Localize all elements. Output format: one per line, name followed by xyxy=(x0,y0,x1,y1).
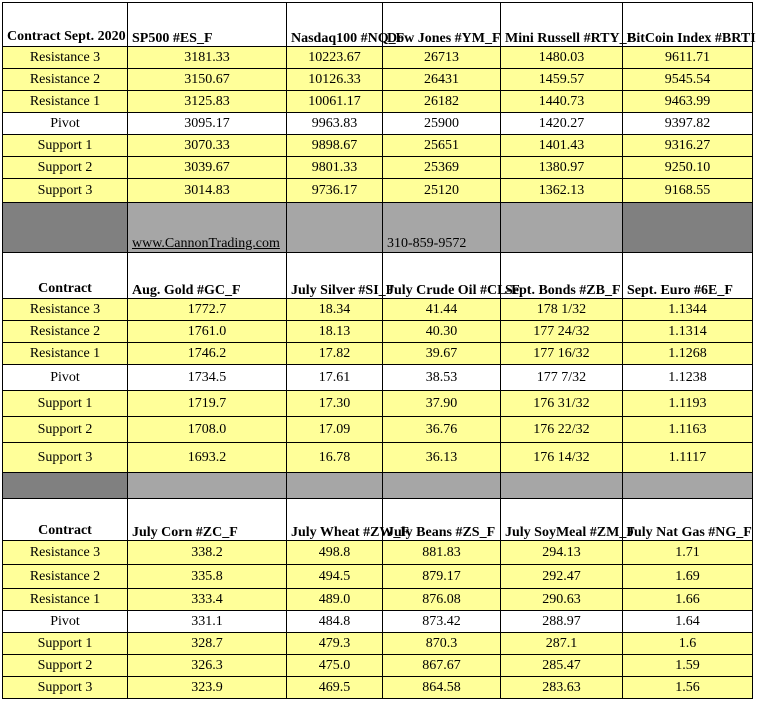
row-label: Resistance 1 xyxy=(3,589,128,611)
value-cell: 1401.43 xyxy=(501,135,623,157)
value-cell: 864.58 xyxy=(383,677,501,699)
value-cell: 494.5 xyxy=(287,565,383,589)
value-cell: 3095.17 xyxy=(128,113,287,135)
section-1-contract-label: Contract Sept. 2020 xyxy=(3,3,128,47)
value-cell: 9463.99 xyxy=(623,91,753,113)
value-cell: 9545.54 xyxy=(623,69,753,91)
header-beans: July Beans #ZS_F xyxy=(383,499,501,541)
row-label: Support 2 xyxy=(3,157,128,179)
value-cell: 176 14/32 xyxy=(501,443,623,473)
separator-cell xyxy=(501,203,623,253)
value-cell: 177 7/32 xyxy=(501,365,623,391)
value-cell: 10061.17 xyxy=(287,91,383,113)
value-cell: 26182 xyxy=(383,91,501,113)
separator-cell xyxy=(501,473,623,499)
value-cell: 285.47 xyxy=(501,655,623,677)
value-cell: 1.6 xyxy=(623,633,753,655)
row-label: Pivot xyxy=(3,365,128,391)
header-wheat: July Wheat #ZW_F xyxy=(287,499,383,541)
header-dow-jones: Dow Jones #YM_F xyxy=(383,3,501,47)
value-cell: 18.13 xyxy=(287,321,383,343)
table-row xyxy=(3,677,753,699)
value-cell: 25900 xyxy=(383,113,501,135)
value-cell: 867.67 xyxy=(383,655,501,677)
value-cell: 1.64 xyxy=(623,611,753,633)
value-cell: 1380.97 xyxy=(501,157,623,179)
row-label: Resistance 3 xyxy=(3,541,128,565)
header-euro: Sept. Euro #6E_F xyxy=(623,253,753,299)
table-row xyxy=(3,611,753,633)
value-cell: 25369 xyxy=(383,157,501,179)
value-cell: 10126.33 xyxy=(287,69,383,91)
table-row xyxy=(3,343,753,365)
table-row xyxy=(3,47,753,69)
value-cell: 10223.67 xyxy=(287,47,383,69)
value-cell: 283.63 xyxy=(501,677,623,699)
value-cell: 1.1193 xyxy=(623,391,753,417)
separator-cell xyxy=(623,473,753,499)
value-cell: 3014.83 xyxy=(128,179,287,203)
value-cell: 26431 xyxy=(383,69,501,91)
value-cell: 177 24/32 xyxy=(501,321,623,343)
row-label: Support 3 xyxy=(3,443,128,473)
value-cell: 176 22/32 xyxy=(501,417,623,443)
row-label: Resistance 2 xyxy=(3,69,128,91)
value-cell: 498.8 xyxy=(287,541,383,565)
value-cell: 26713 xyxy=(383,47,501,69)
row-label: Resistance 2 xyxy=(3,321,128,343)
table-row xyxy=(3,443,753,473)
table-row xyxy=(3,135,753,157)
value-cell: 484.8 xyxy=(287,611,383,633)
separator-cell xyxy=(3,473,128,499)
value-cell: 9611.71 xyxy=(623,47,753,69)
separator-row xyxy=(3,473,753,499)
row-label: Pivot xyxy=(3,611,128,633)
value-cell: 9963.83 xyxy=(287,113,383,135)
row-label: Support 2 xyxy=(3,655,128,677)
value-cell: 9316.27 xyxy=(623,135,753,157)
row-label: Support 3 xyxy=(3,677,128,699)
value-cell: 1362.13 xyxy=(501,179,623,203)
row-label: Support 2 xyxy=(3,417,128,443)
section-1-header-row xyxy=(3,3,753,47)
table-row xyxy=(3,113,753,135)
table-row xyxy=(3,633,753,655)
value-cell: 17.82 xyxy=(287,343,383,365)
header-bitcoin-index: BitCoin Index #BRTI xyxy=(623,3,753,47)
value-cell: 479.3 xyxy=(287,633,383,655)
value-cell: 3125.83 xyxy=(128,91,287,113)
table-row xyxy=(3,541,753,565)
value-cell: 1440.73 xyxy=(501,91,623,113)
section-3-header-row xyxy=(3,499,753,541)
phone-number: 310-859-9572 xyxy=(383,203,501,253)
value-cell: 881.83 xyxy=(383,541,501,565)
value-cell: 1.1268 xyxy=(623,343,753,365)
value-cell: 37.90 xyxy=(383,391,501,417)
header-crude-oil: July Crude Oil #CL-F xyxy=(383,253,501,299)
value-cell: 38.53 xyxy=(383,365,501,391)
header-sp500: SP500 #ES_F xyxy=(128,3,287,47)
value-cell: 9168.55 xyxy=(623,179,753,203)
value-cell: 1480.03 xyxy=(501,47,623,69)
value-cell: 288.97 xyxy=(501,611,623,633)
value-cell: 1719.7 xyxy=(128,391,287,417)
separator-cell xyxy=(128,473,287,499)
value-cell: 333.4 xyxy=(128,589,287,611)
header-bonds: Sept. Bonds #ZB_F xyxy=(501,253,623,299)
separator-cell xyxy=(383,473,501,499)
value-cell: 1.1344 xyxy=(623,299,753,321)
separator-cell xyxy=(623,203,753,253)
section-2-contract-label: Contract xyxy=(3,253,128,299)
row-label: Resistance 1 xyxy=(3,91,128,113)
table-row xyxy=(3,655,753,677)
table-row xyxy=(3,179,753,203)
value-cell: 16.78 xyxy=(287,443,383,473)
value-cell: 36.13 xyxy=(383,443,501,473)
value-cell: 475.0 xyxy=(287,655,383,677)
value-cell: 1693.2 xyxy=(128,443,287,473)
value-cell: 1.1238 xyxy=(623,365,753,391)
header-silver: July Silver #SI_F xyxy=(287,253,383,299)
value-cell: 9397.82 xyxy=(623,113,753,135)
value-cell: 9801.33 xyxy=(287,157,383,179)
value-cell: 41.44 xyxy=(383,299,501,321)
value-cell: 1.69 xyxy=(623,565,753,589)
table-row xyxy=(3,565,753,589)
value-cell: 1734.5 xyxy=(128,365,287,391)
value-cell: 328.7 xyxy=(128,633,287,655)
table-row xyxy=(3,299,753,321)
value-cell: 3070.33 xyxy=(128,135,287,157)
row-label: Pivot xyxy=(3,113,128,135)
value-cell: 17.30 xyxy=(287,391,383,417)
row-label: Resistance 3 xyxy=(3,299,128,321)
table-row xyxy=(3,417,753,443)
value-cell: 1.66 xyxy=(623,589,753,611)
value-cell: 1.71 xyxy=(623,541,753,565)
value-cell: 3181.33 xyxy=(128,47,287,69)
separator-cell xyxy=(287,203,383,253)
section-3-contract-label: Contract xyxy=(3,499,128,541)
value-cell: 176 31/32 xyxy=(501,391,623,417)
value-cell: 17.61 xyxy=(287,365,383,391)
value-cell: 1746.2 xyxy=(128,343,287,365)
value-cell: 9736.17 xyxy=(287,179,383,203)
separator-row-contact xyxy=(3,203,753,253)
value-cell: 1.1163 xyxy=(623,417,753,443)
row-label: Resistance 1 xyxy=(3,343,128,365)
value-cell: 39.67 xyxy=(383,343,501,365)
value-cell: 40.30 xyxy=(383,321,501,343)
row-label: Support 1 xyxy=(3,391,128,417)
section-2-header-row xyxy=(3,253,753,299)
value-cell: 25651 xyxy=(383,135,501,157)
value-cell: 178 1/32 xyxy=(501,299,623,321)
value-cell: 18.34 xyxy=(287,299,383,321)
value-cell: 25120 xyxy=(383,179,501,203)
value-cell: 331.1 xyxy=(128,611,287,633)
value-cell: 36.76 xyxy=(383,417,501,443)
value-cell: 876.08 xyxy=(383,589,501,611)
value-cell: 1.1117 xyxy=(623,443,753,473)
value-cell: 873.42 xyxy=(383,611,501,633)
value-cell: 1772.7 xyxy=(128,299,287,321)
value-cell: 290.63 xyxy=(501,589,623,611)
table-row xyxy=(3,91,753,113)
value-cell: 323.9 xyxy=(128,677,287,699)
value-cell: 177 16/32 xyxy=(501,343,623,365)
table-row xyxy=(3,321,753,343)
value-cell: 879.17 xyxy=(383,565,501,589)
value-cell: 287.1 xyxy=(501,633,623,655)
value-cell: 292.47 xyxy=(501,565,623,589)
value-cell: 335.8 xyxy=(128,565,287,589)
value-cell: 1.59 xyxy=(623,655,753,677)
row-label: Resistance 3 xyxy=(3,47,128,69)
table-row xyxy=(3,157,753,179)
value-cell: 489.0 xyxy=(287,589,383,611)
value-cell: 294.13 xyxy=(501,541,623,565)
value-cell: 870.3 xyxy=(383,633,501,655)
website-link[interactable]: www.CannonTrading.com xyxy=(128,203,287,253)
row-label: Support 1 xyxy=(3,633,128,655)
table-row xyxy=(3,391,753,417)
value-cell: 1459.57 xyxy=(501,69,623,91)
header-soymeal: July SoyMeal #ZM_F xyxy=(501,499,623,541)
value-cell: 3039.67 xyxy=(128,157,287,179)
table-row xyxy=(3,365,753,391)
value-cell: 469.5 xyxy=(287,677,383,699)
value-cell: 1.56 xyxy=(623,677,753,699)
table-row xyxy=(3,69,753,91)
separator-cell xyxy=(3,203,128,253)
value-cell: 17.09 xyxy=(287,417,383,443)
value-cell: 1708.0 xyxy=(128,417,287,443)
value-cell: 9898.67 xyxy=(287,135,383,157)
row-label: Support 3 xyxy=(3,179,128,203)
row-label: Resistance 2 xyxy=(3,565,128,589)
value-cell: 1.1314 xyxy=(623,321,753,343)
value-cell: 326.3 xyxy=(128,655,287,677)
separator-cell xyxy=(287,473,383,499)
header-nasdaq100: Nasdaq100 #NQ_F xyxy=(287,3,383,47)
header-mini-russell: Mini Russell #RTY_F xyxy=(501,3,623,47)
value-cell: 1761.0 xyxy=(128,321,287,343)
table-row xyxy=(3,589,753,611)
levels-table xyxy=(2,2,756,699)
header-gold: Aug. Gold #GC_F xyxy=(128,253,287,299)
header-corn: July Corn #ZC_F xyxy=(128,499,287,541)
value-cell: 1420.27 xyxy=(501,113,623,135)
header-nat-gas: July Nat Gas #NG_F xyxy=(623,499,753,541)
value-cell: 9250.10 xyxy=(623,157,753,179)
value-cell: 338.2 xyxy=(128,541,287,565)
value-cell: 3150.67 xyxy=(128,69,287,91)
row-label: Support 1 xyxy=(3,135,128,157)
